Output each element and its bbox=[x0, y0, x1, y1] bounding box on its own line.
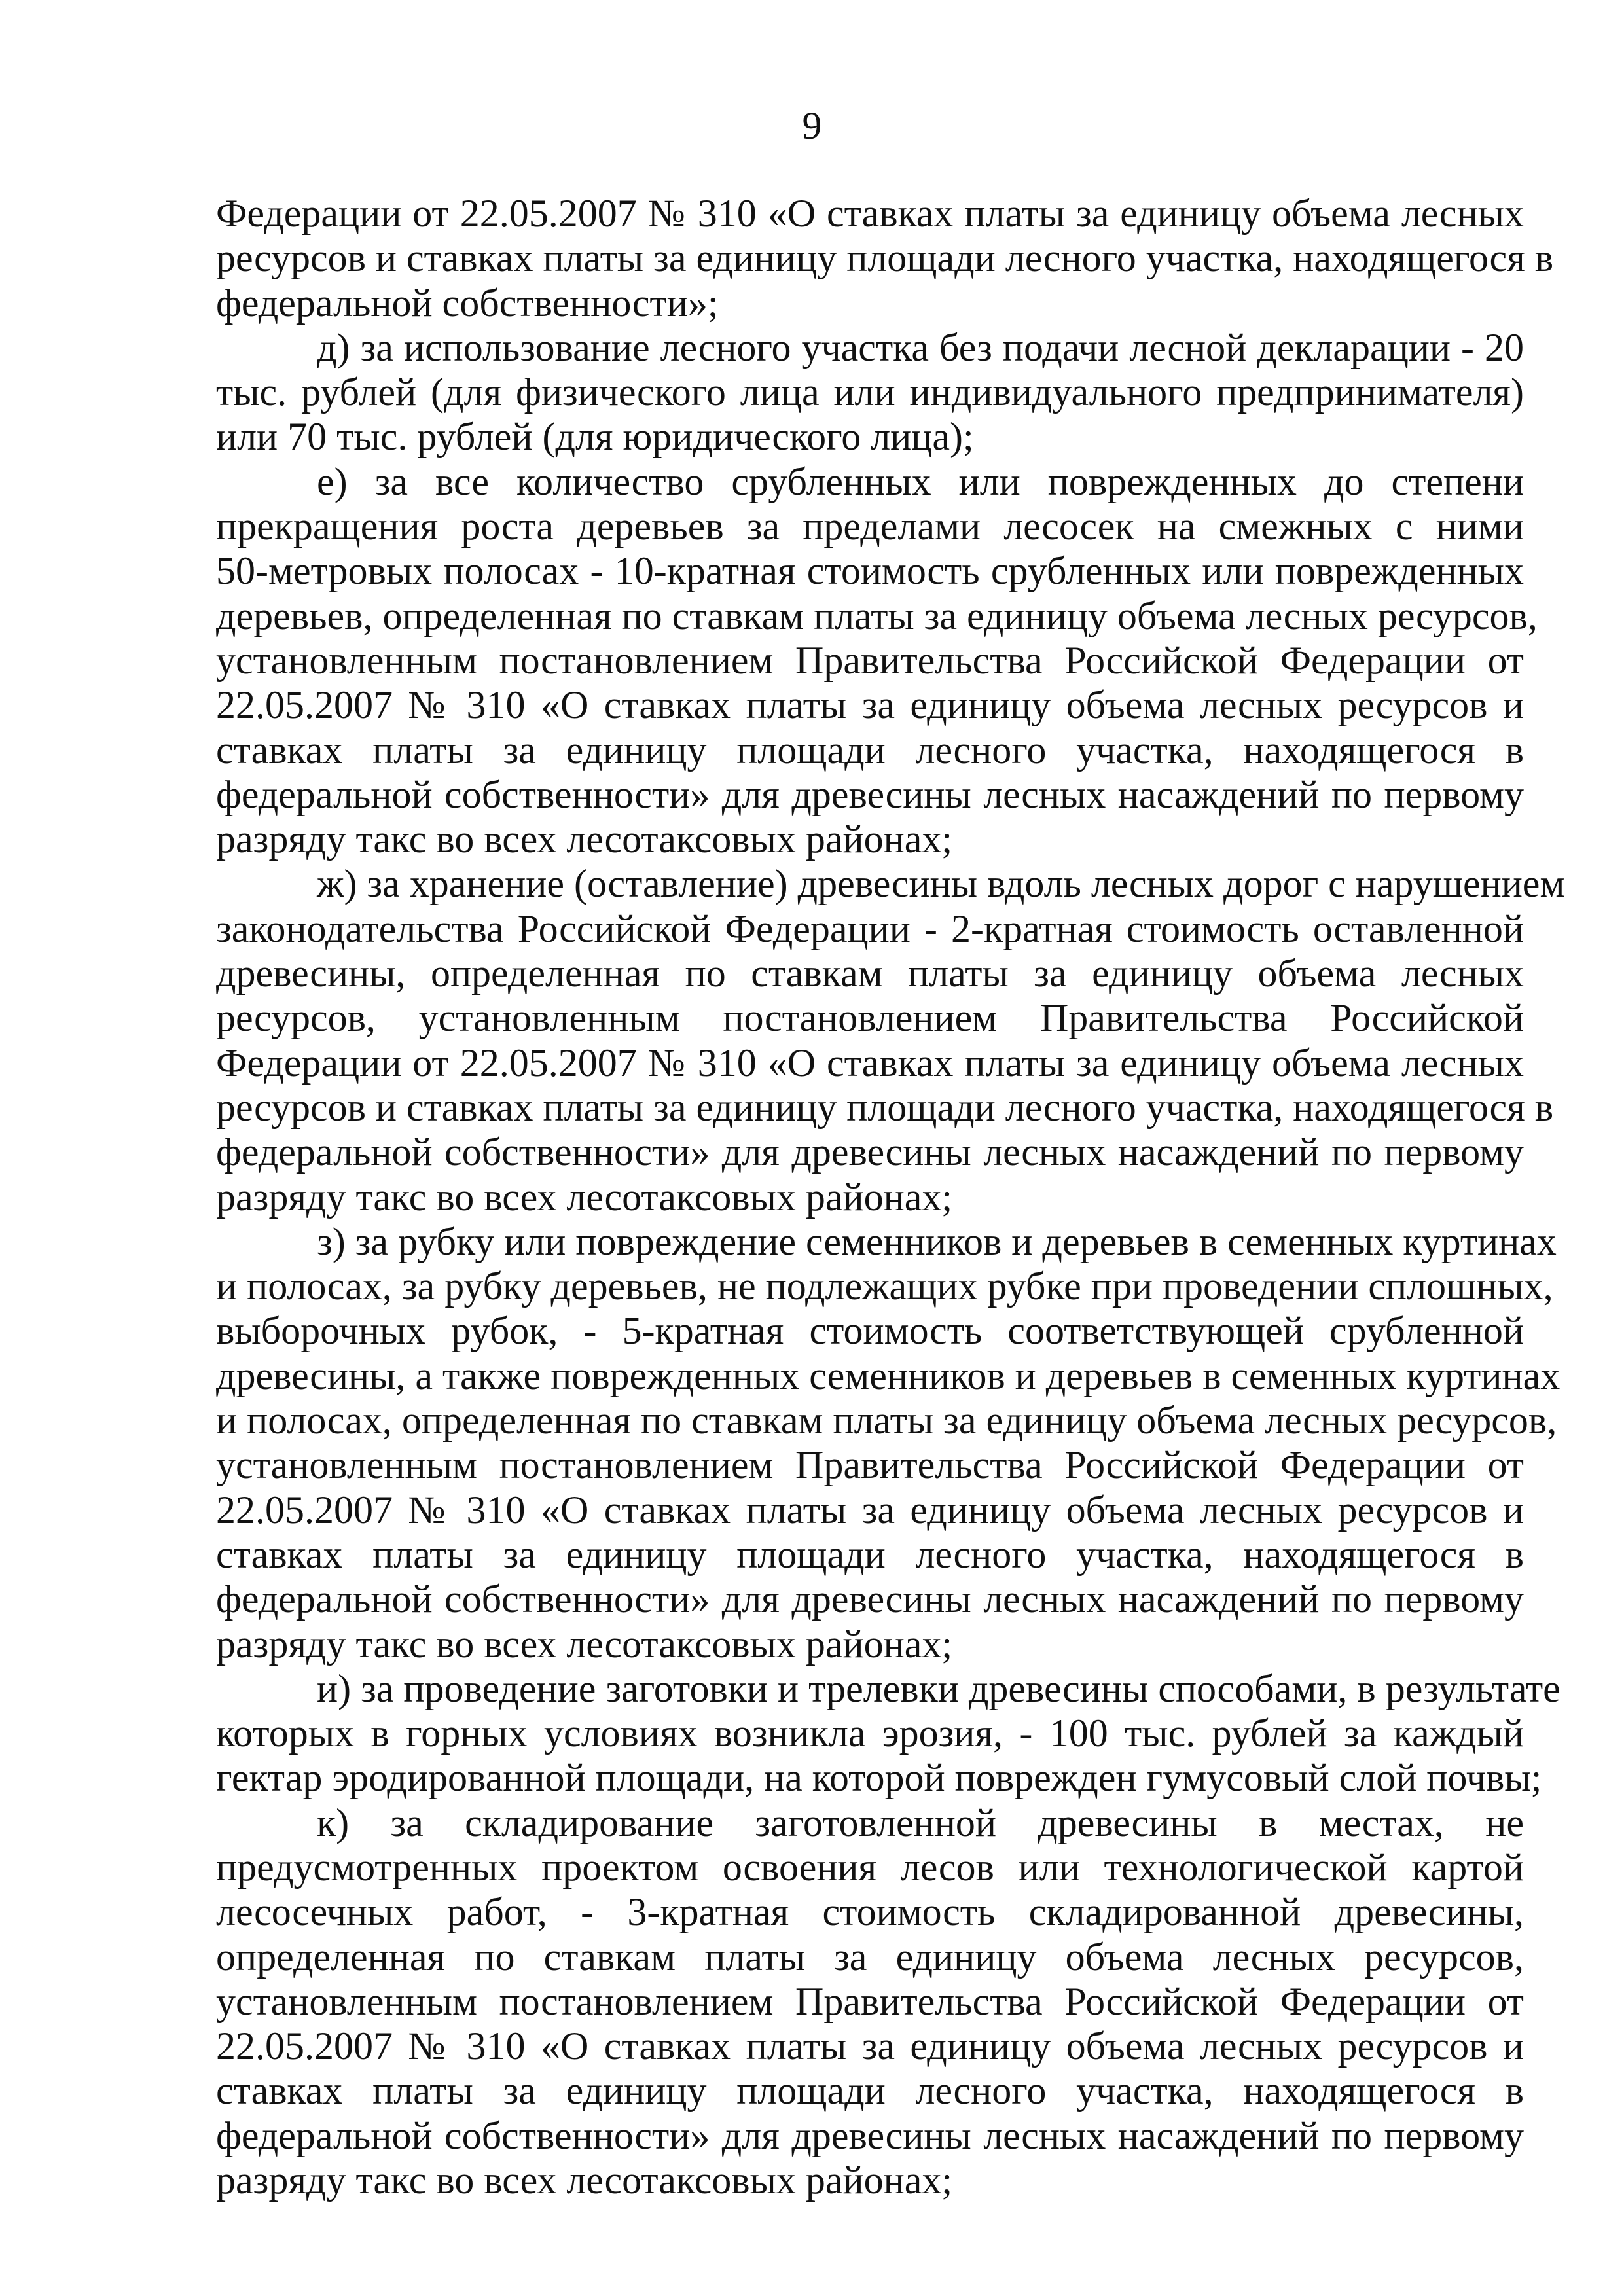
text-line: определенная по ставкам платы за единицу объема лесных ресурсов, bbox=[216, 1935, 1524, 1979]
paragraph-intro bbox=[216, 191, 1554, 325]
text-line: древесины, а также поврежденных семенников и деревьев в семенных куртинах bbox=[216, 1354, 1561, 1397]
text-line: или 70 тыс. рублей (для юридического лица); bbox=[216, 415, 974, 459]
text-line: гектар эродированной площади, на которой поврежден гумусовый слой почвы; bbox=[216, 1756, 1542, 1800]
text-line: ресурсов, установленным постановлением Правительства Российской bbox=[216, 996, 1524, 1040]
text-line: разряду такс во всех лесотаксовых районах; bbox=[216, 817, 952, 861]
text-line: ресурсов и ставках платы за единицу площади лесного участка, находящегося в bbox=[216, 236, 1554, 280]
text-line: з) за рубку или повреждение семенников и деревьев в семенных куртинах bbox=[317, 1219, 1557, 1263]
text-line: выборочных рубок, - 5-кратная стоимость соответствующей срубленной bbox=[216, 1309, 1524, 1353]
text-line: и) за проведение заготовки и трелевки древесины способами, в результате bbox=[317, 1666, 1561, 1710]
text-line: Федерации от 22.05.2007 № 310 «О ставках платы за единицу объема лесных bbox=[216, 192, 1524, 235]
text-line: древесины, определенная по ставкам платы за единицу объема лесных bbox=[216, 952, 1524, 996]
page-number: 9 bbox=[802, 104, 822, 147]
text-line: разряду такс во всех лесотаксовых районах; bbox=[216, 1622, 952, 1666]
paragraph-item-d bbox=[216, 325, 1524, 459]
text-line: 22.05.2007 № 310 «О ставках платы за единицу объема лесных ресурсов и bbox=[216, 2024, 1524, 2068]
text-line: федеральной собственности» для древесины лесных насаждений по первому bbox=[216, 772, 1524, 816]
text-line: ставках платы за единицу площади лесного участка, находящегося в bbox=[216, 728, 1524, 772]
document-body bbox=[216, 191, 1565, 2202]
text-line: 50-метровых полосах - 10-кратная стоимость срубленных или поврежденных bbox=[216, 549, 1524, 593]
text-line: к) за складирование заготовленной древесины в местах, не bbox=[317, 1801, 1524, 1844]
text-line: федеральной собственности» для древесины лесных насаждений по первому bbox=[216, 1577, 1524, 1621]
text-line: федеральной собственности» для древесины лесных насаждений по первому bbox=[216, 1130, 1524, 1174]
text-line: ставках платы за единицу площади лесного участка, находящегося в bbox=[216, 2069, 1524, 2113]
paragraph-item-zh bbox=[216, 861, 1565, 1219]
text-line: федеральной собственности»; bbox=[216, 281, 719, 325]
text-line: Федерации от 22.05.2007 № 310 «О ставках платы за единицу объема лесных bbox=[216, 1041, 1524, 1085]
text-line: установленным постановлением Правительства Российской Федерации от bbox=[216, 1979, 1524, 2023]
text-line: ж) за хранение (оставление) древесины вдоль лесных дорог с нарушением bbox=[317, 862, 1565, 906]
paragraph-item-k bbox=[216, 1801, 1524, 2203]
paragraph-item-z bbox=[216, 1219, 1561, 1666]
text-line: которых в горных условиях возникла эрозия, - 100 тыс. рублей за каждый bbox=[216, 1712, 1524, 1755]
text-line: установленным постановлением Правительства Российской Федерации от bbox=[216, 638, 1524, 682]
text-line: е) за все количество срубленных или поврежденных до степени bbox=[317, 459, 1524, 503]
text-line: ставках платы за единицу площади лесного участка, находящегося в bbox=[216, 1532, 1524, 1576]
text-line: прекращения роста деревьев за пределами лесосек на смежных с ними bbox=[216, 505, 1524, 548]
text-line: 22.05.2007 № 310 «О ставках платы за единицу объема лесных ресурсов и bbox=[216, 1488, 1524, 1532]
text-line: лесосечных работ, - 3-кратная стоимость складированной древесины, bbox=[216, 1890, 1524, 1934]
text-line: деревьев, определенная по ставкам платы за единицу объема лесных ресурсов, bbox=[216, 594, 1538, 637]
text-line: предусмотренных проектом освоения лесов или технологической картой bbox=[216, 1845, 1524, 1889]
paragraph-item-i bbox=[216, 1666, 1561, 1801]
text-line: и полосах, определенная по ставкам платы за единицу объема лесных ресурсов, bbox=[216, 1399, 1557, 1443]
text-line: федеральной собственности» для древесины лесных насаждений по первому bbox=[216, 2113, 1524, 2157]
text-line: 22.05.2007 № 310 «О ставках платы за единицу объема лесных ресурсов и bbox=[216, 683, 1524, 727]
text-line: законодательства Российской Федерации - 2-кратная стоимость оставленной bbox=[216, 906, 1524, 950]
text-line: д) за использование лесного участка без подачи лесной декларации - 20 bbox=[317, 325, 1524, 369]
paragraph-item-e bbox=[216, 459, 1538, 862]
text-line: установленным постановлением Правительства Российской Федерации от bbox=[216, 1443, 1524, 1487]
text-line: тыс. рублей (для физического лица или индивидуального предпринимателя) bbox=[216, 370, 1524, 414]
text-line: разряду такс во всех лесотаксовых районах; bbox=[216, 1175, 952, 1219]
text-line: ресурсов и ставках платы за единицу площади лесного участка, находящегося в bbox=[216, 1085, 1554, 1129]
text-line: разряду такс во всех лесотаксовых районах; bbox=[216, 2159, 952, 2202]
text-line: и полосах, за рубку деревьев, не подлежащих рубке при проведении сплошных, bbox=[216, 1265, 1553, 1308]
